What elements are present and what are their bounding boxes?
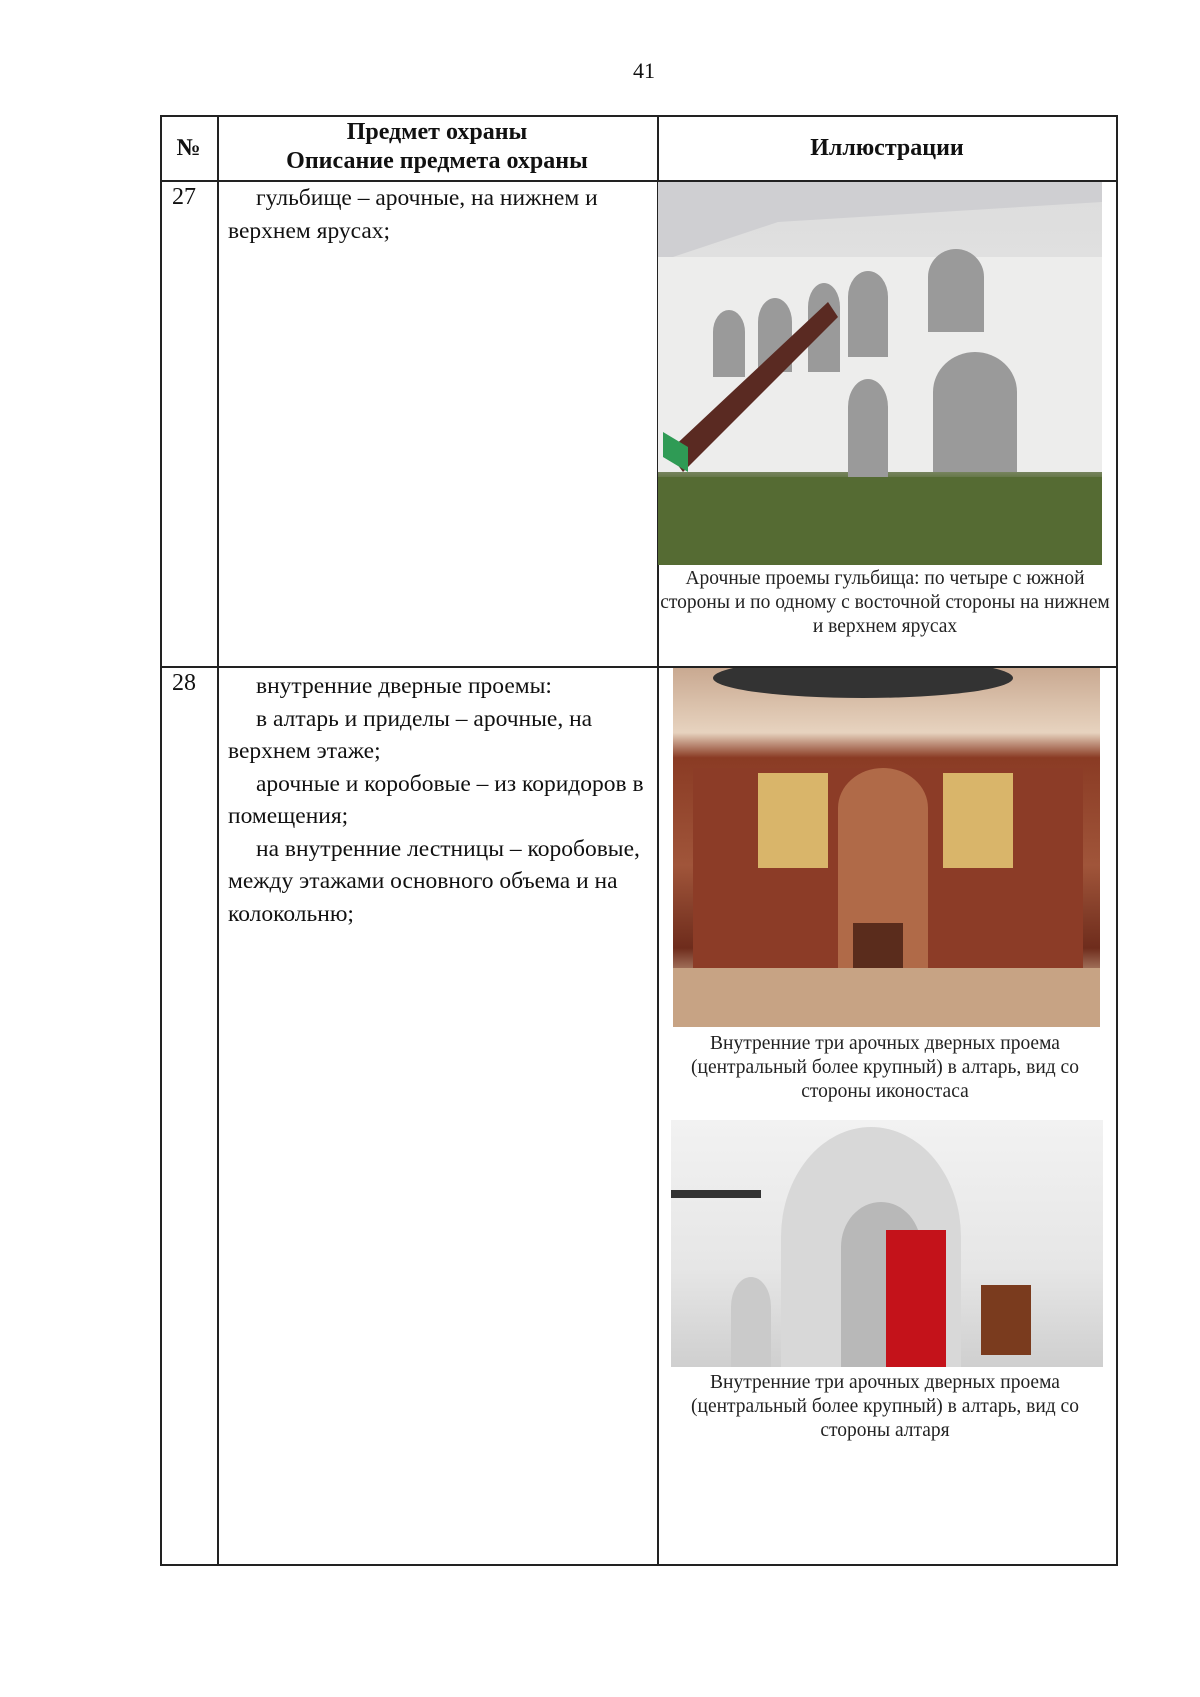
table-border: [160, 115, 1117, 117]
photo-caption: Внутренние три арочных дверных проема (центральный более крупный) в алтарь, вид со стороны иконостаса: [691, 1033, 1079, 1102]
description-paragraph: гульбище – арочные, на нижнем и верхнем ярусах;: [228, 185, 598, 244]
header-subject-title: Предмет охраны: [346, 119, 528, 145]
table-border: [160, 115, 162, 1566]
altar-illustration: [671, 1120, 1103, 1367]
photo-altar-arches: [671, 1120, 1103, 1367]
table-divider: [217, 115, 219, 1566]
description-paragraph: внутренние дверные проемы:: [256, 673, 552, 699]
page-number: 41: [633, 58, 655, 83]
header-subject-desc: Описание предмета охраны: [286, 148, 588, 174]
photo-gulbishche-arches: [658, 182, 1102, 565]
header-illustrations: Иллюстрации: [810, 135, 964, 161]
description-paragraph: на внутренние лестницы – коробовые, между этажами основного объема и на колокольню;: [228, 835, 640, 927]
header-subject: [217, 118, 657, 176]
row-number: 27: [172, 184, 196, 210]
row-description: [228, 182, 653, 247]
photo-caption: Внутренние три арочных дверных проема (центральный более крупный) в алтарь, вид со стороны алтаря: [691, 1372, 1079, 1441]
iconostasis-illustration: [673, 668, 1100, 1027]
row-number: 28: [172, 670, 196, 696]
building-illustration: [658, 182, 1102, 565]
photo-caption: Арочные проемы гульбища: по четыре с южной стороны и по одному с восточной стороны на нижнем и верхнем ярусах: [660, 568, 1110, 637]
description-paragraph: в алтарь и приделы – арочные, на верхнем этаже;: [228, 705, 593, 764]
table-border: [1116, 115, 1118, 1566]
row-description: [228, 670, 653, 930]
description-paragraph: арочные и коробовые – из коридоров в помещения;: [228, 770, 644, 829]
header-num: №: [176, 135, 201, 161]
table-border: [160, 1564, 1117, 1566]
photo-iconostasis: [673, 668, 1100, 1027]
